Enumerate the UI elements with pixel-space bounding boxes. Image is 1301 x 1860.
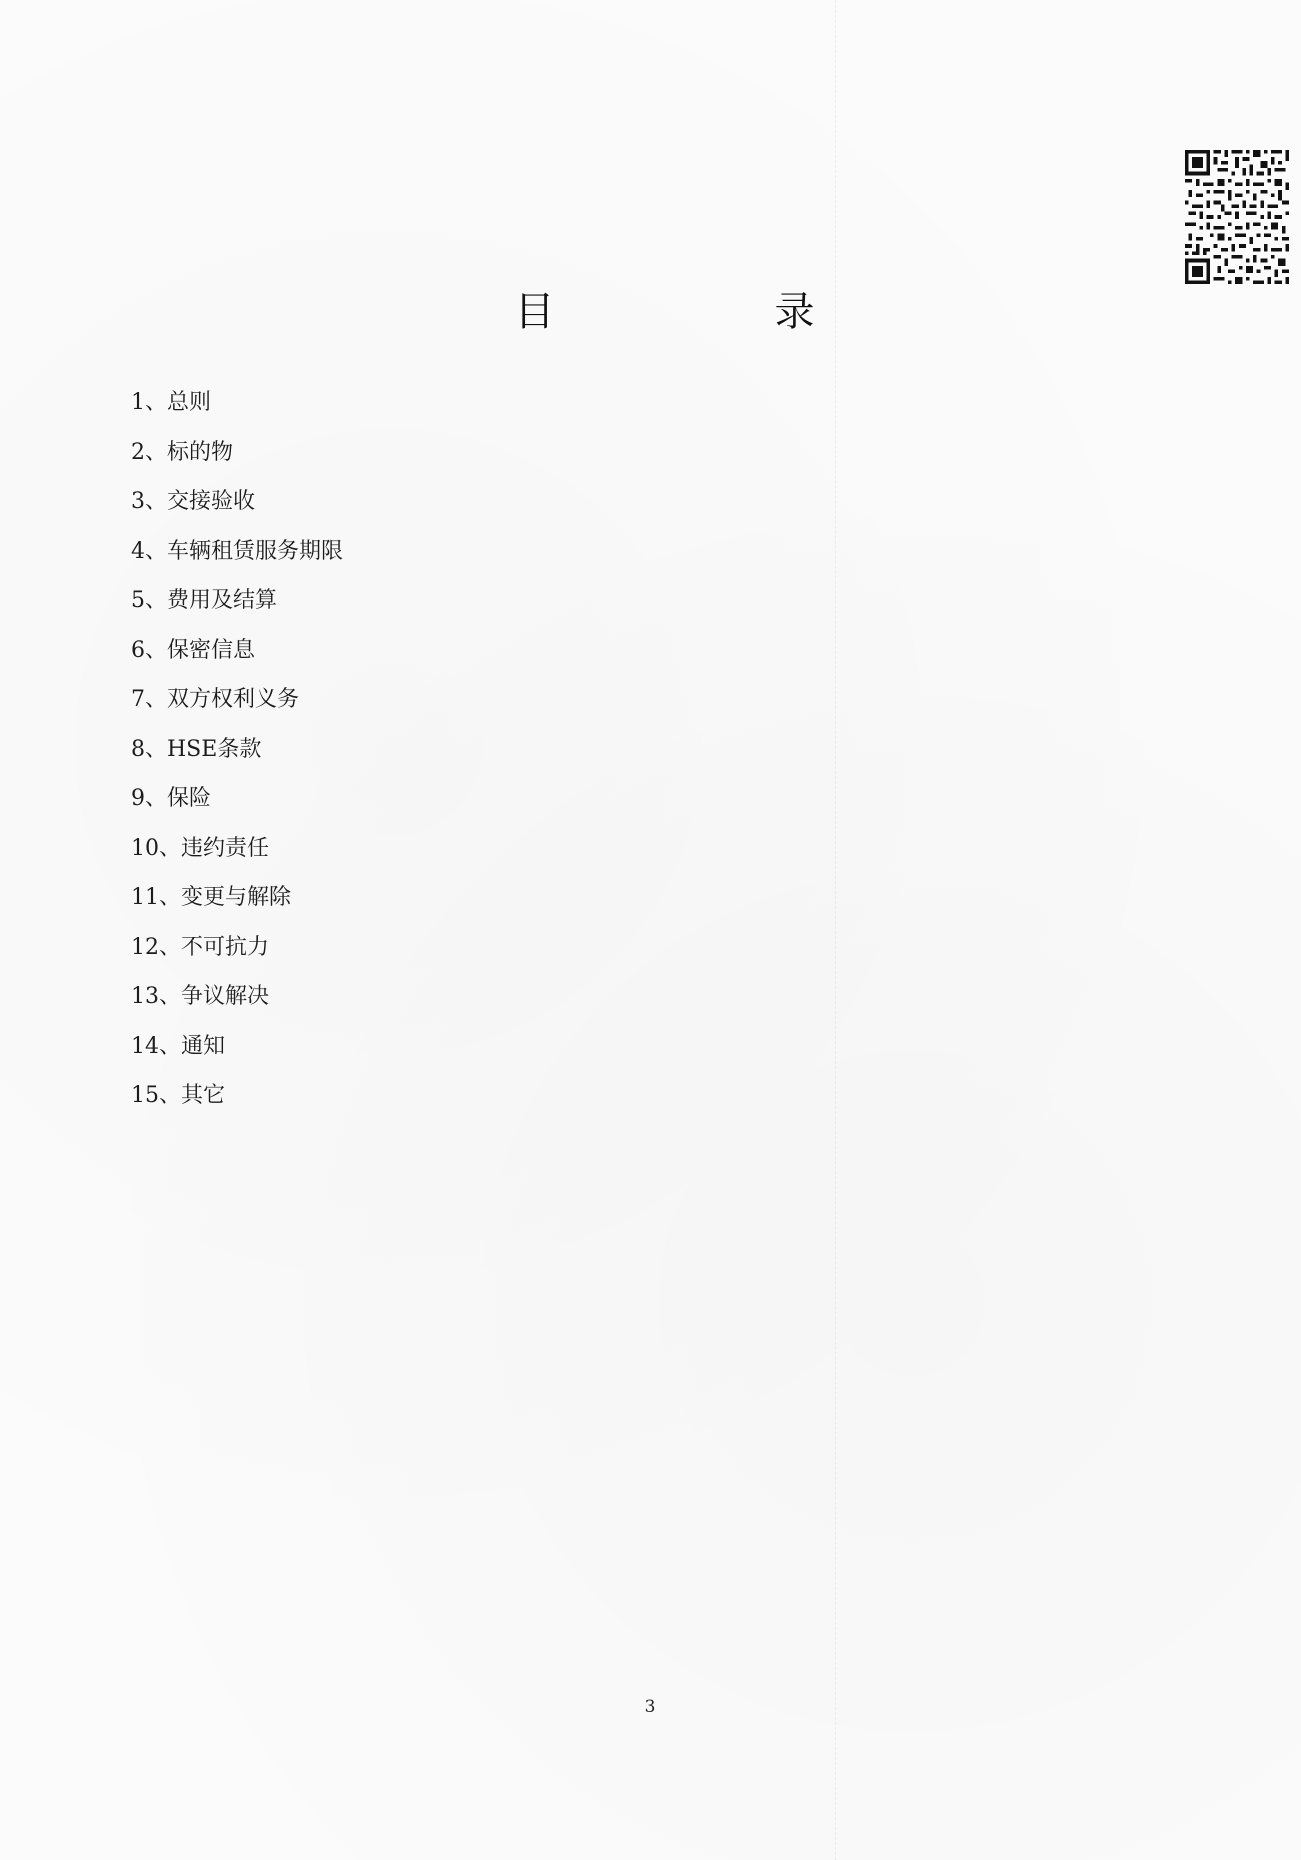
toc-item: 13、争议解决 (131, 984, 269, 1009)
toc-item: 12、不可抗力 (131, 934, 269, 960)
toc-item: 6、保密信息 (131, 637, 255, 663)
qr-code-icon (1185, 150, 1289, 284)
table-of-contents (131, 385, 343, 1128)
toc-item: 14、通知 (131, 1033, 225, 1059)
toc-item: 10、违约责任 (131, 835, 269, 861)
toc-item: 1、总则 (131, 390, 211, 415)
toc-item: 15、其它 (131, 1083, 225, 1108)
toc-item: 7、双方权利义务 (131, 687, 299, 712)
toc-item: 2、标的物 (131, 439, 233, 465)
page-title: 目 录 (514, 289, 905, 335)
toc-item: 9、保险 (131, 786, 211, 811)
toc-item: 4、车辆租赁服务期限 (131, 538, 343, 564)
scan-fold-line (835, 0, 836, 1860)
toc-item: 8、HSE条款 (131, 736, 262, 762)
toc-item: 5、费用及结算 (131, 588, 277, 613)
toc-item: 3、交接验收 (131, 489, 255, 514)
toc-item: 11、变更与解除 (131, 885, 291, 910)
page-number: 3 (644, 1697, 656, 1717)
